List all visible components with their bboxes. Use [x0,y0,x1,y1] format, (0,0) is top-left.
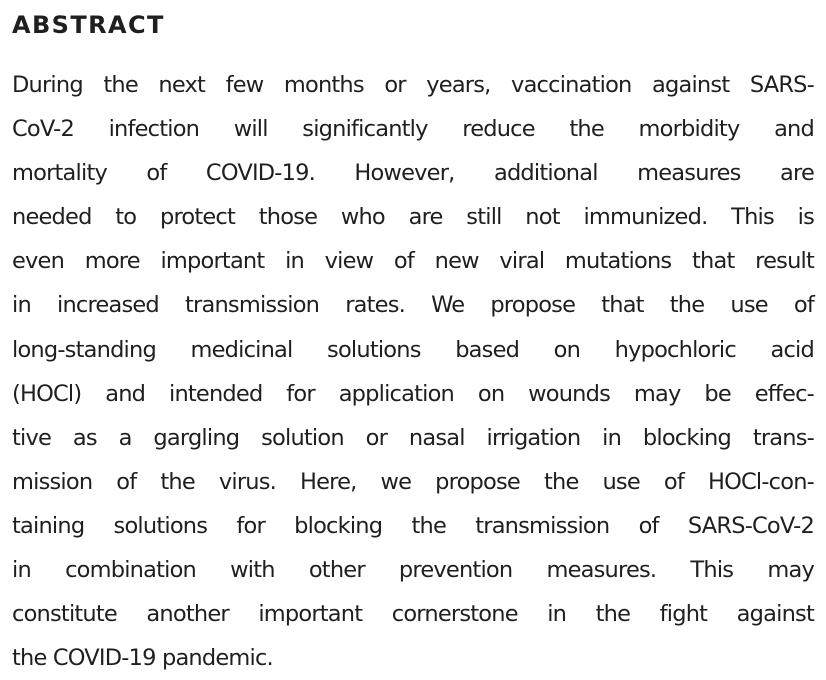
abstract-body [12,63,814,680]
abstract-line: (HOCl) and intended for application on wounds may be effec- [12,380,814,407]
abstract-heading: ABSTRACT [12,11,165,39]
abstract-line: needed to protect those who are still not immunized. This is [12,204,814,231]
abstract-line: taining solutions for blocking the transmission of SARS-CoV-2 [12,512,814,539]
abstract-line-last: the COVID-19 pandemic. [12,645,273,672]
abstract-line: even more important in view of new viral mutations that result [12,248,814,275]
abstract-line: constitute another important cornerstone in the fight against [12,601,814,628]
abstract-line: CoV-2 infection will significantly reduce the morbidity and [12,116,814,143]
abstract-line: in combination with other prevention measures. This may [12,557,814,584]
abstract-line: in increased transmission rates. We propose that the use of [12,292,814,319]
abstract-line: mission of the virus. Here, we propose the use of HOCl-con- [12,468,814,495]
abstract-line: During the next few months or years, vaccination against SARS- [12,72,814,98]
abstract-line: long-standing medicinal solutions based on hypochloric acid [12,336,814,363]
abstract-line: mortality of COVID-19. However, additional measures are [12,160,814,187]
abstract-line: tive as a gargling solution or nasal irrigation in blocking trans- [12,424,814,451]
